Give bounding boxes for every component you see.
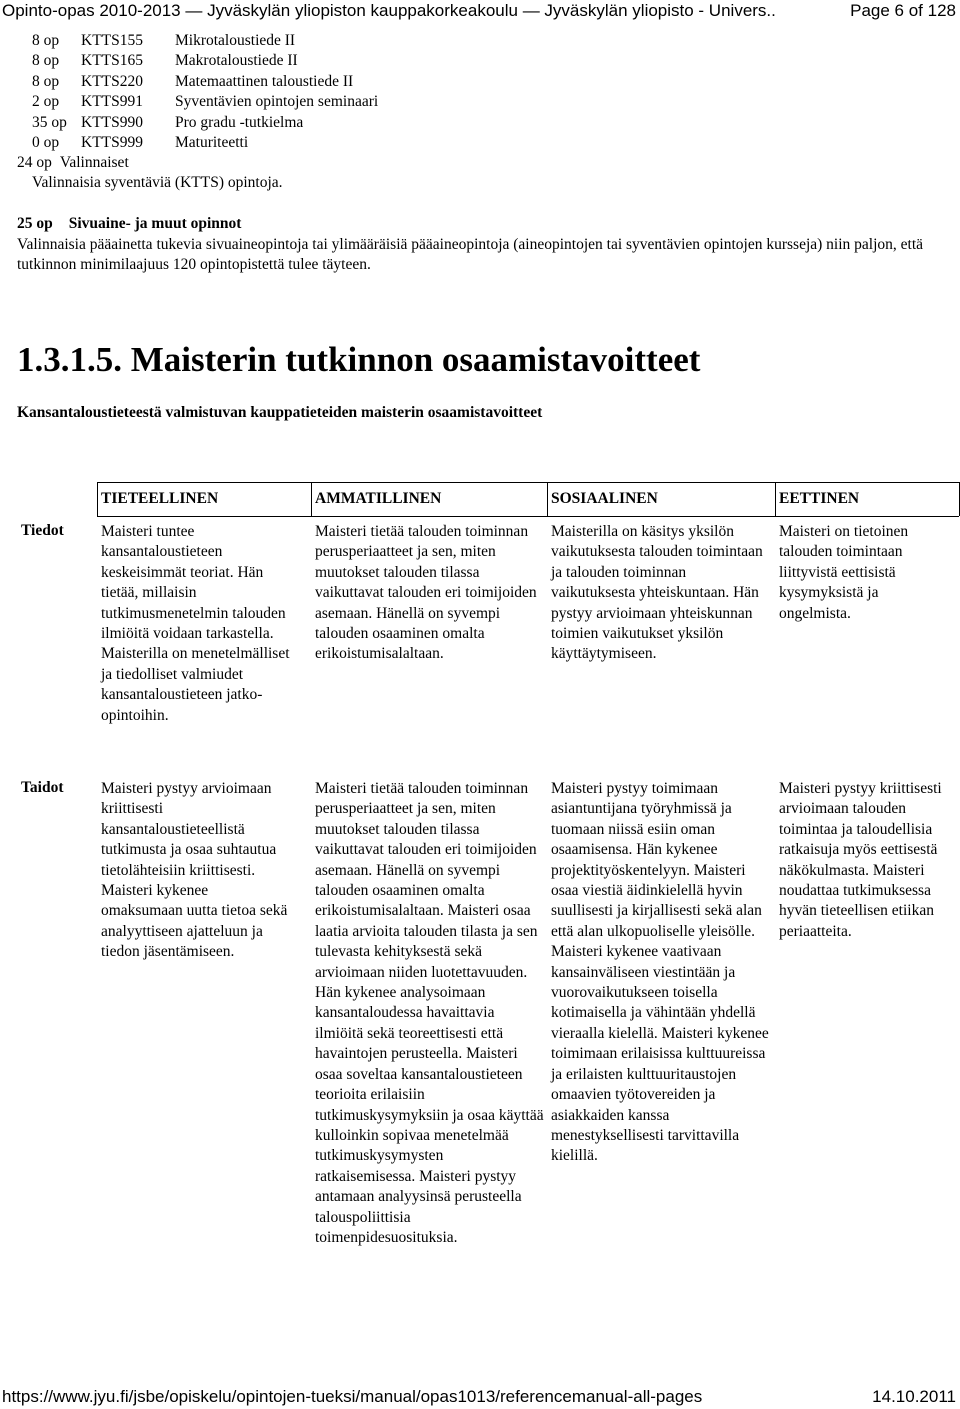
footer-date: 14.10.2011	[872, 1387, 956, 1406]
footer-url[interactable]: https://www.jyu.fi/jsbe/opiskelu/opintojen-tueksi/manual/opas1013/referencemanual-all-pages	[2, 1387, 703, 1406]
minor-credits: 25 op	[17, 215, 53, 232]
course-code: KTTS155	[81, 32, 143, 49]
column-header: EETTINEN	[779, 490, 860, 507]
elective-block	[17, 153, 283, 194]
table-rule	[547, 482, 548, 516]
minor-block	[17, 214, 947, 276]
page-footer	[2, 1386, 958, 1408]
course-name: Maturiteetti	[175, 134, 249, 152]
table-cell: Maisteri on tietoinen talouden toimintaan liittyvistä eettisistä kysymyksistä ja ongelmista.	[779, 523, 909, 622]
course-name: Makrotaloustiede II	[175, 52, 298, 70]
course-credits: 8 op	[32, 52, 60, 70]
course-row	[32, 113, 378, 133]
page-number: Page 6 of 128	[847, 0, 956, 22]
course-code: KTTS220	[81, 72, 143, 90]
course-row	[32, 92, 378, 112]
table-cell: Maisteri tuntee kansantaloustieteen keskeisimmät teoriat. Hän tietää, millaisin tutkimusmenetelmin talouden ilmiöitä voidaan tarkastella. Maisterilla on menetelmälliset ja tiedolliset valmiudet kansantaloustieteen jatko-opintoihin.	[101, 523, 290, 724]
course-credits: 0 op	[32, 134, 60, 152]
column-header: AMMATILLINEN	[315, 490, 442, 507]
table-cell: Maisteri tietää talouden toiminnan perusperiaatteet ja sen, miten muutokset talouden tilassa vaikuttavat talouden eri toimijoiden asemaan. Hänellä on syvempi talouden osaaminen omalta erikoistumisalaltaan.	[315, 523, 537, 663]
course-name: Syventävien opintojen seminaari	[175, 93, 379, 111]
course-name: Pro gradu -tutkielma	[175, 113, 304, 131]
course-code: KTTS990	[81, 113, 143, 131]
elective-title: Valinnaiset	[59, 154, 129, 171]
minor-text: Valinnaisia pääainetta tukevia sivuaineopintoja tai ylimääräisiä pääaineopintoja (aineopintojen tai syventävien opintojen kursseja) niin paljon, että tutkinnon minimilaajuus 120 opintopistettä tulee täyteen.	[17, 235, 924, 273]
course-credits: 8 op	[32, 72, 60, 90]
minor-heading	[17, 214, 947, 235]
course-row	[32, 31, 378, 51]
table-rule	[97, 482, 98, 516]
course-credits: 35 op	[32, 113, 67, 131]
column-header: TIETEELLINEN	[101, 490, 219, 507]
page-header	[2, 0, 958, 22]
course-row	[32, 133, 378, 153]
course-credits: 2 op	[32, 93, 60, 111]
course-code: KTTS999	[81, 134, 143, 152]
course-name: Matemaattinen taloustiede II	[175, 72, 354, 90]
table-rule	[311, 482, 312, 516]
section-title: 1.3.1.5. Maisterin tutkinnon osaamistavoitteet	[17, 340, 701, 379]
course-name: Mikrotaloustiede II	[175, 32, 296, 49]
minor-title: Sivuaine- ja muut opinnot	[68, 215, 242, 232]
section-subtitle: Kansantaloustieteestä valmistuvan kauppatieteiden maisterin osaamistavoitteet	[17, 404, 543, 421]
course-code: KTTS991	[81, 93, 143, 111]
row-label: Taidot	[21, 779, 64, 796]
table-rule	[775, 482, 776, 516]
table-cell: Maisterilla on käsitys yksilön vaikutuksesta talouden toimintaan ja talouden toiminnan vaikutuksesta yhteiskuntaan. Hän pystyy arvioimaan yhteiskunnan toimien vaikutukset yksilön käyttäytymiseen.	[551, 523, 763, 663]
column-header: SOSIAALINEN	[551, 490, 658, 507]
elective-note: Valinnaisia syventäviä (KTTS) opintoja.	[32, 174, 283, 192]
header-title: Opinto-opas 2010-2013 — Jyväskylän yliopiston kauppakorkeakoulu — Jyväskylän yliopisto - Univers..	[2, 1, 776, 20]
table-cell: Maisteri tietää talouden toiminnan perusperiaatteet ja sen, miten muutokset talouden tilassa vaikuttavat talouden eri toimijoiden asemaan. Hänellä on syvempi talouden osaaminen omalta erikoistumisalaltaan. Maisteri osaa laatia arvioita talouden tilasta ja sen tulevasta kehityksestä sekä arvioimaan niiden luotettavuuden. Hän kykenee analysoimaan kansantaloudessa havaittavia ilmiöitä sekä teoreettisesti että havaintojen perusteella. Maisteri osaa soveltaa kansantaloustieteen teorioita erilaisiin tutkimuskysymyksiin ja osaa käyttää kulloinkin sopivaa menetelmää tutkimuskysymysten ratkaisemisessa. Maisteri pystyy antamaan analyysinsä perusteella talouspoliittisia toimenpidesuosituksia.	[315, 780, 544, 1246]
course-credits: 8 op	[32, 32, 60, 49]
table-cell: Maisteri pystyy arvioimaan kriittisesti kansantaloustieteellistä tutkimusta ja osaa suhtautua tietolähteisiin kriittisesti. Maisteri kykenee omaksumaan uutta tietoa sekä analyyttiseen ajatteluun ja tiedon jäsentämiseen.	[101, 780, 288, 961]
table-cell: Maisteri pystyy toimimaan asiantuntijana työryhmissä ja tuomaan niissä esiin oman osaamisensa. Hän kykenee projektityöskentelyyn. Maisteri osaa viestiä äidinkielellä hyvin suullisesti ja kirjallisesti sekä alan että alan ulkopuoliselle yleisölle. Maisteri kykenee vaativaan kansainväliseen viestintään ja vuorovaikutukseen toisella kotimaisella ja vähintään yhdellä vieraalla kielellä. Maisteri kykenee toimimaan erilaisissa kulttuureissa ja erilaisten kulttuuritaustojen omaavien työtovereiden ja asiakkaiden kanssa menestyksellisesti tarvittavilla kielillä.	[551, 780, 769, 1165]
course-row	[32, 51, 378, 71]
course-list	[32, 31, 378, 153]
course-code: KTTS165	[81, 52, 143, 70]
elective-credits: 24 op	[17, 154, 52, 171]
table-cell: Maisteri pystyy kriittisesti arvioimaan talouden toimintaa ja taloudellisia ratkaisuja myös eettisestä näkökulmasta. Maisteri noudattaa tutkimuksessa hyvän tieteellisen etiikan periaatteita.	[779, 780, 942, 940]
row-label: Tiedot	[21, 522, 64, 539]
course-row	[32, 72, 378, 92]
